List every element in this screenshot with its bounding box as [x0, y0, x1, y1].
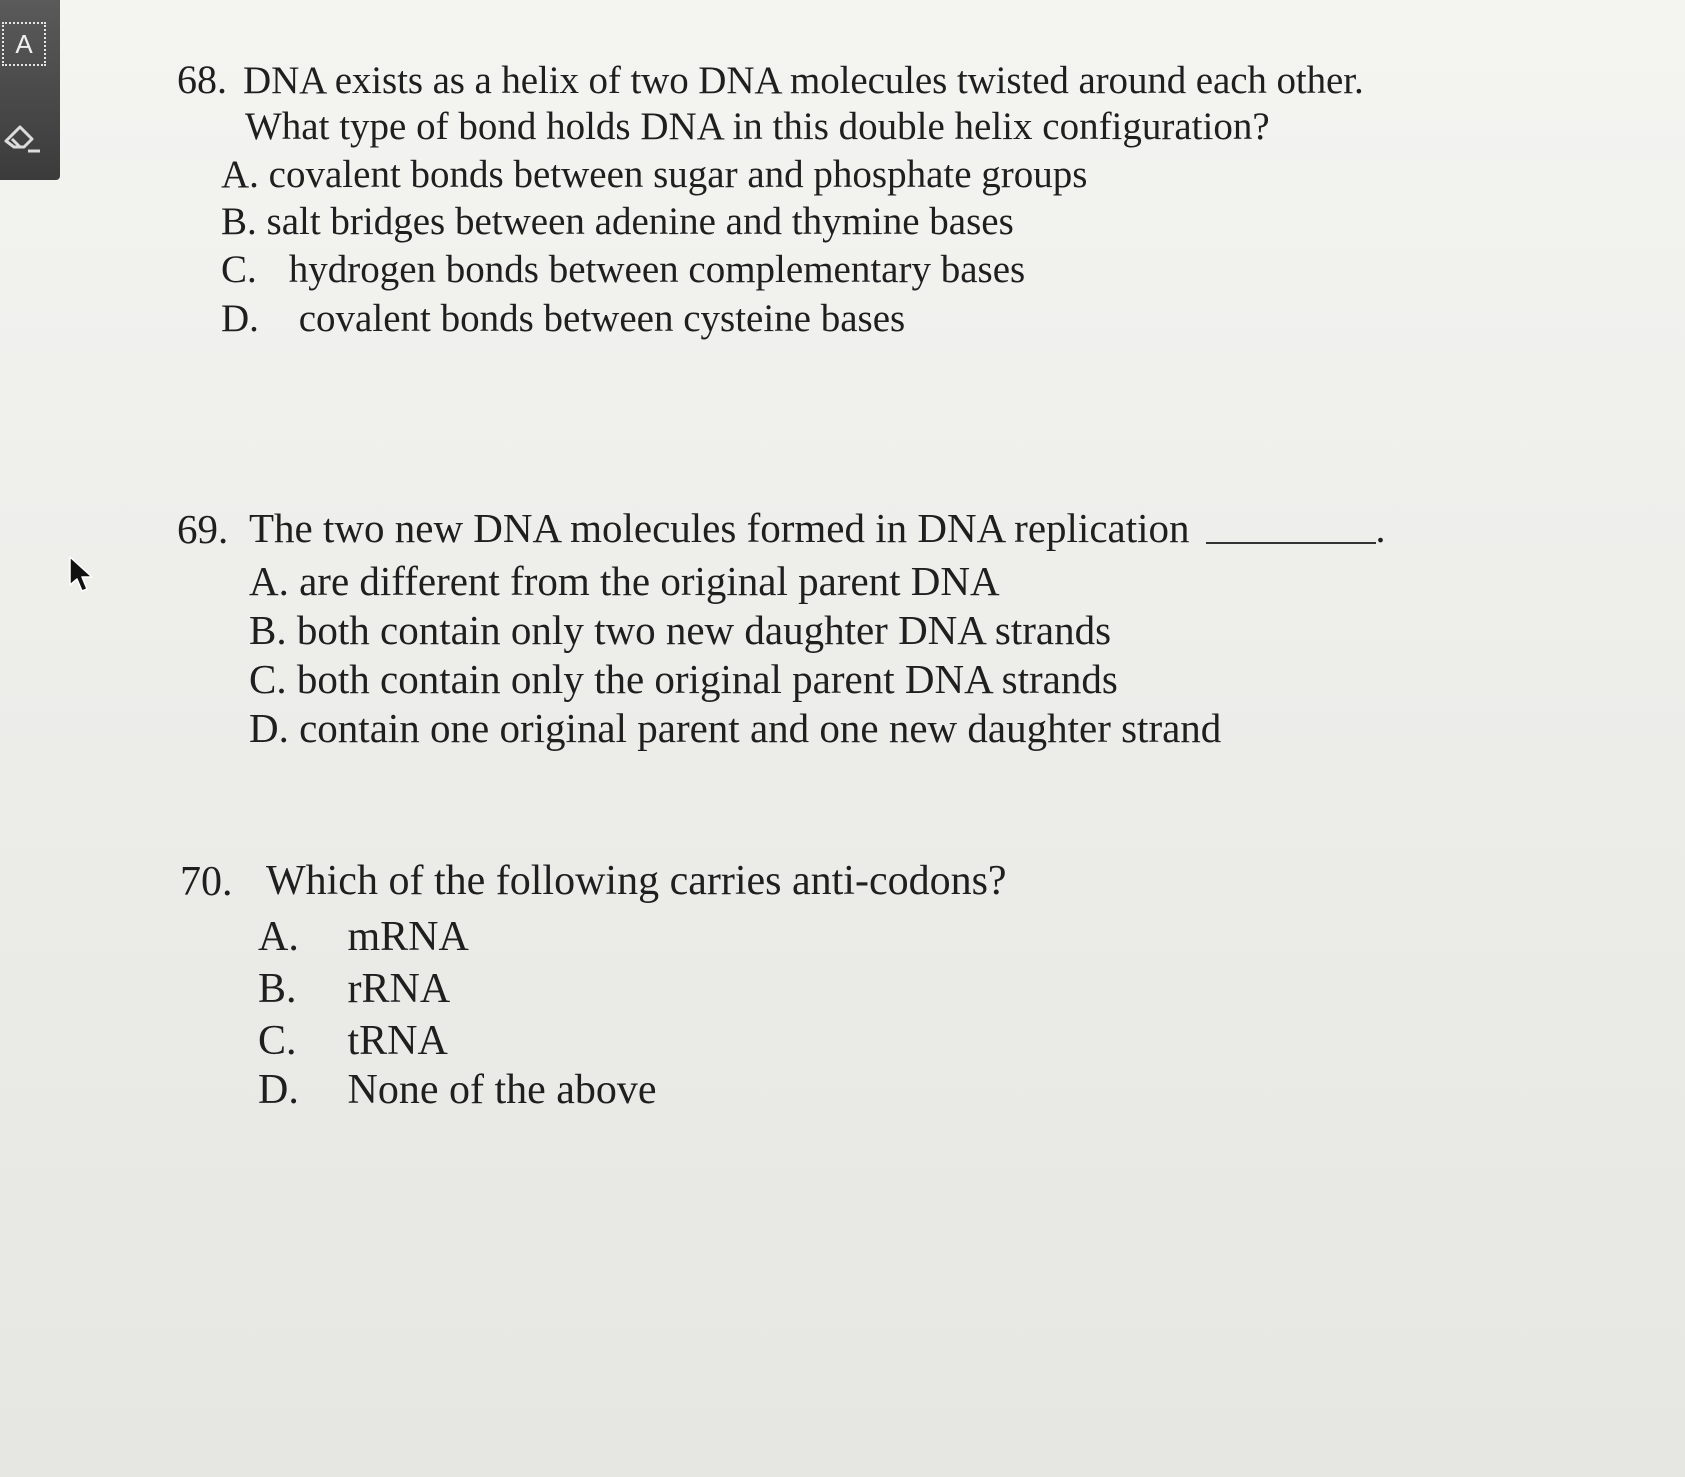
question-stem-line-2: What type of bond holds DNA in this double helix configuration?: [245, 105, 1270, 148]
option-text: mRNA: [347, 914, 469, 960]
question-number: 70.: [180, 859, 233, 905]
option-b[interactable]: [258, 965, 450, 1013]
option-text: both contain only the original parent DNA strands: [296, 656, 1118, 702]
mouse-cursor-icon: [68, 555, 98, 597]
answer-blank[interactable]: [1206, 542, 1376, 544]
option-text: both contain only two new daughter DNA strands: [296, 607, 1112, 653]
option-c[interactable]: [221, 247, 1025, 292]
option-letter: A.: [249, 558, 289, 604]
option-a[interactable]: [258, 913, 469, 961]
option-d[interactable]: [258, 1066, 657, 1114]
option-d[interactable]: [249, 704, 1221, 752]
text-tool-button[interactable]: [2, 22, 46, 66]
question-stem-text: The two new DNA molecules formed in DNA replication: [249, 505, 1190, 551]
option-c[interactable]: [249, 655, 1118, 703]
eraser-icon[interactable]: [0, 115, 44, 159]
question-number: 68.: [177, 57, 227, 102]
option-letter: D.: [249, 705, 289, 751]
option-letter: A.: [258, 914, 299, 960]
text-tool-label: A: [15, 29, 33, 59]
option-d[interactable]: [221, 296, 905, 341]
option-text: salt bridges between adenine and thymine bases: [266, 200, 1014, 243]
option-letter: C.: [249, 656, 287, 702]
option-letter: C.: [221, 248, 257, 291]
annotation-toolbar: [0, 0, 60, 180]
option-letter: A.: [221, 153, 259, 196]
option-text: tRNA: [347, 1018, 448, 1064]
option-letter: D.: [221, 297, 259, 340]
option-text: contain one original parent and one new daughter strand: [299, 705, 1222, 751]
option-text: are different from the original parent DNA: [299, 558, 1000, 604]
option-a[interactable]: [221, 152, 1087, 197]
question-stem: Which of the following carries anti-codons?: [266, 858, 1007, 904]
question-number: 69.: [177, 506, 229, 552]
option-b[interactable]: [249, 606, 1111, 654]
question-stem: [249, 505, 1386, 552]
option-letter: D.: [258, 1067, 299, 1113]
option-text: rRNA: [347, 966, 451, 1012]
stem-period: .: [1375, 506, 1386, 551]
option-letter: B.: [258, 966, 297, 1012]
option-letter: C.: [258, 1018, 297, 1064]
option-text: None of the above: [347, 1067, 657, 1113]
option-text: covalent bonds between sugar and phosphate groups: [268, 153, 1088, 196]
option-b[interactable]: [221, 199, 1014, 244]
option-text: hydrogen bonds between complementary bases: [288, 248, 1026, 291]
option-letter: B.: [221, 200, 257, 243]
option-letter: B.: [249, 607, 287, 653]
option-text: covalent bonds between cysteine bases: [298, 297, 906, 340]
option-a[interactable]: [249, 557, 1000, 605]
question-stem-line-1: DNA exists as a helix of two DNA molecules twisted around each other.: [243, 59, 1364, 102]
option-c[interactable]: [258, 1017, 448, 1065]
